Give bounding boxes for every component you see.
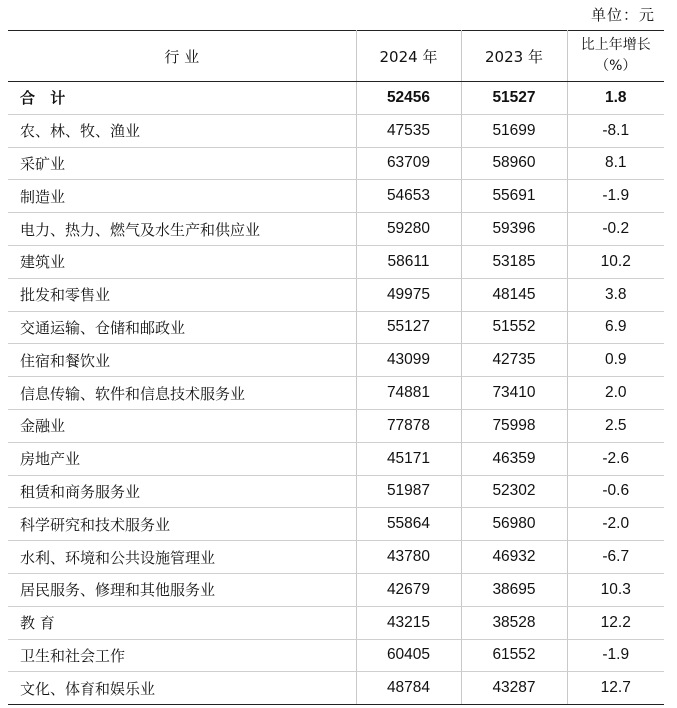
value-2024-cell: 48784 — [356, 672, 461, 705]
growth-cell: 10.2 — [567, 245, 664, 278]
growth-cell: 12.2 — [567, 606, 664, 639]
value-2023-cell: 48145 — [461, 278, 567, 311]
growth-cell: 1.8 — [567, 82, 664, 115]
growth-cell: -2.0 — [567, 508, 664, 541]
total-row — [8, 82, 664, 115]
industry-cell: 制造业 — [8, 180, 356, 213]
value-2023-cell: 55691 — [461, 180, 567, 213]
value-2023-cell: 51527 — [461, 82, 567, 115]
table-row — [8, 442, 664, 475]
value-2024-cell: 43780 — [356, 541, 461, 574]
table-row — [8, 475, 664, 508]
industry-cell: 建筑业 — [8, 245, 356, 278]
table-header — [8, 31, 664, 82]
header-row — [8, 31, 664, 82]
industry-cell: 信息传输、软件和信息技术服务业 — [8, 377, 356, 410]
industry-cell: 采矿业 — [8, 147, 356, 180]
value-2023-cell: 38695 — [461, 573, 567, 606]
growth-cell: 6.9 — [567, 311, 664, 344]
industry-cell: 文化、体育和娱乐业 — [8, 672, 356, 705]
value-2024-cell: 54653 — [356, 180, 461, 213]
industry-cell: 居民服务、修理和其他服务业 — [8, 573, 356, 606]
industry-cell: 租赁和商务服务业 — [8, 475, 356, 508]
value-2024-cell: 42679 — [356, 573, 461, 606]
table-row — [8, 377, 664, 410]
value-2023-cell: 43287 — [461, 672, 567, 705]
industry-column-header: 行 业 — [8, 31, 356, 82]
industry-cell: 卫生和社会工作 — [8, 639, 356, 672]
value-2023-cell: 75998 — [461, 409, 567, 442]
value-2023-cell: 51552 — [461, 311, 567, 344]
value-2023-cell: 46932 — [461, 541, 567, 574]
growth-cell: -0.6 — [567, 475, 664, 508]
value-2024-cell: 63709 — [356, 147, 461, 180]
value-2023-cell: 73410 — [461, 377, 567, 410]
value-2024-cell: 52456 — [356, 82, 461, 115]
industry-cell: 住宿和餐饮业 — [8, 344, 356, 377]
industry-cell: 批发和零售业 — [8, 278, 356, 311]
value-2024-cell: 47535 — [356, 114, 461, 147]
year-2024-column-header: 2024 年 — [356, 31, 461, 82]
table-row — [8, 278, 664, 311]
industry-wage-table — [8, 30, 664, 705]
growth-header-line1: 比上年增长 — [580, 37, 651, 53]
table-row — [8, 672, 664, 705]
table-row — [8, 409, 664, 442]
value-2024-cell: 43099 — [356, 344, 461, 377]
table-row — [8, 344, 664, 377]
value-2023-cell: 52302 — [461, 475, 567, 508]
industry-cell: 金融业 — [8, 409, 356, 442]
value-2023-cell: 38528 — [461, 606, 567, 639]
industry-cell: 房地产业 — [8, 442, 356, 475]
table-row — [8, 147, 664, 180]
growth-cell: 0.9 — [567, 344, 664, 377]
table-row — [8, 508, 664, 541]
value-2023-cell: 46359 — [461, 442, 567, 475]
table-row — [8, 311, 664, 344]
table-row — [8, 213, 664, 246]
industry-cell: 交通运输、仓储和邮政业 — [8, 311, 356, 344]
table-row — [8, 245, 664, 278]
growth-column-header — [567, 31, 664, 82]
industry-cell: 教 育 — [8, 606, 356, 639]
value-2023-cell: 51699 — [461, 114, 567, 147]
table-row — [8, 180, 664, 213]
growth-cell: -1.9 — [567, 180, 664, 213]
growth-cell: -8.1 — [567, 114, 664, 147]
growth-cell: -6.7 — [567, 541, 664, 574]
value-2024-cell: 58611 — [356, 245, 461, 278]
value-2023-cell: 53185 — [461, 245, 567, 278]
year-2023-column-header: 2023 年 — [461, 31, 567, 82]
industry-cell: 水利、环境和公共设施管理业 — [8, 541, 356, 574]
growth-cell: -0.2 — [567, 213, 664, 246]
value-2024-cell: 45171 — [356, 442, 461, 475]
table-row — [8, 541, 664, 574]
table-body — [8, 82, 664, 705]
value-2023-cell: 61552 — [461, 639, 567, 672]
value-2023-cell: 42735 — [461, 344, 567, 377]
growth-cell: 2.5 — [567, 409, 664, 442]
table-row — [8, 573, 664, 606]
value-2024-cell: 55127 — [356, 311, 461, 344]
growth-cell: 12.7 — [567, 672, 664, 705]
table-row — [8, 114, 664, 147]
value-2024-cell: 51987 — [356, 475, 461, 508]
value-2024-cell: 77878 — [356, 409, 461, 442]
value-2023-cell: 58960 — [461, 147, 567, 180]
industry-cell: 科学研究和技术服务业 — [8, 508, 356, 541]
growth-cell: 10.3 — [567, 573, 664, 606]
value-2024-cell: 55864 — [356, 508, 461, 541]
growth-cell: 8.1 — [567, 147, 664, 180]
industry-cell: 合 计 — [8, 82, 356, 115]
growth-cell: 3.8 — [567, 278, 664, 311]
value-2024-cell: 49975 — [356, 278, 461, 311]
value-2023-cell: 59396 — [461, 213, 567, 246]
growth-cell: -2.6 — [567, 442, 664, 475]
unit-label: 单位：元 — [590, 6, 655, 24]
growth-cell: 2.0 — [567, 377, 664, 410]
industry-cell: 农、林、牧、渔业 — [8, 114, 356, 147]
growth-header-line2: （%） — [595, 58, 637, 74]
value-2024-cell: 60405 — [356, 639, 461, 672]
value-2024-cell: 74881 — [356, 377, 461, 410]
growth-cell: -1.9 — [567, 639, 664, 672]
industry-cell: 电力、热力、燃气及水生产和供应业 — [8, 213, 356, 246]
value-2023-cell: 56980 — [461, 508, 567, 541]
table-row — [8, 606, 664, 639]
value-2024-cell: 59280 — [356, 213, 461, 246]
table-row — [8, 639, 664, 672]
value-2024-cell: 43215 — [356, 606, 461, 639]
